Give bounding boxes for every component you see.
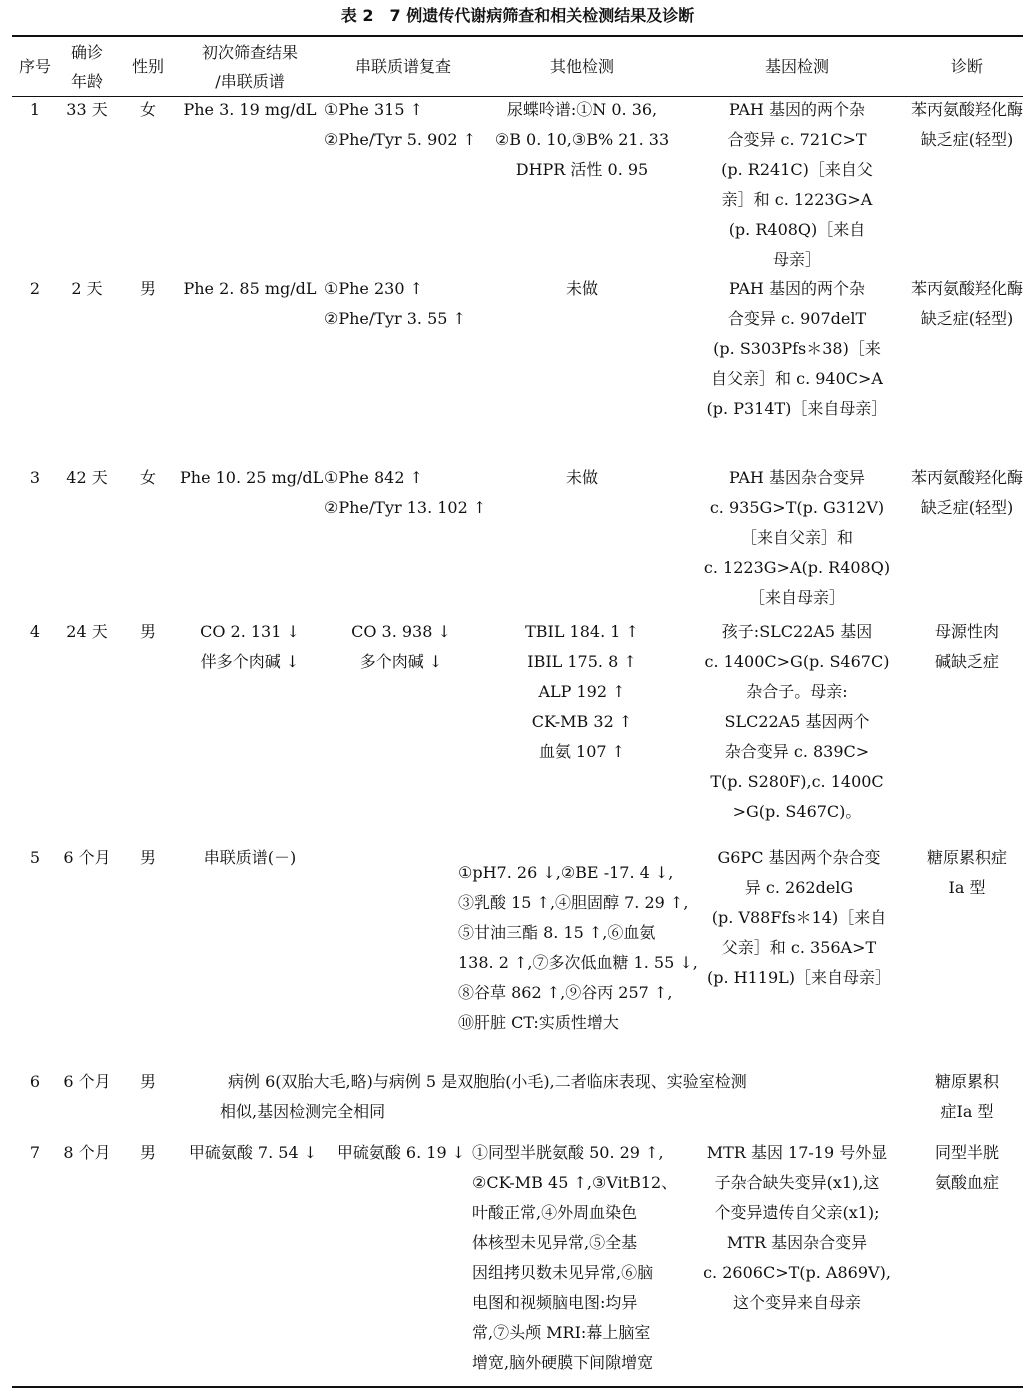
row-sex: 男 [139, 279, 156, 298]
row-diag [902, 463, 1032, 523]
row-diag [902, 274, 1032, 334]
row-gene-line: MTR 基因杂合变异 [726, 1233, 868, 1252]
row-other-line: 因组拷贝数未见异常,⑥脑 [472, 1263, 654, 1282]
row-gene-line: 子杂合缺失变异(x1),这 [714, 1173, 880, 1192]
row-no: 2 [29, 279, 41, 298]
row-initial-line: 伴多个肉碱 ↓ [200, 652, 300, 671]
row-other [480, 274, 684, 304]
row-tandem-line: ②Phe/Tyr 3. 55 ↑ [324, 309, 466, 328]
row-initial [180, 95, 320, 125]
row-gene-line: (p. R241C)［来自父 [721, 160, 873, 179]
row-gene-line: c. 2606C>T(p. A869V), [703, 1263, 891, 1282]
row-gene-line: T(p. S280F),c. 1400C [710, 772, 884, 791]
row-gene-line: 孩子:SLC22A5 基因 [721, 622, 873, 641]
row-no: 7 [29, 1143, 41, 1162]
row-tandem-line: ①Phe 230 ↑ [324, 279, 423, 298]
row-tandem-line: CO 3. 938 ↓ [351, 622, 451, 641]
row-other [458, 858, 708, 1038]
row-gene-line: 母亲］ [772, 250, 821, 269]
row-gene-line: (p. R408Q)［来自 [728, 220, 866, 239]
row-gene [690, 617, 904, 827]
row-other-line: 尿蝶呤谱:①N 0. 36, [506, 100, 658, 119]
table-caption: 表 2 7 例遗传代谢病筛查和相关检测结果及诊断 [340, 6, 695, 25]
row-other-line: 138. 2 ↑,⑦多次低血糖 1. 55 ↓, [458, 953, 698, 972]
row-tandem [324, 95, 484, 155]
row-gene-line: 这个变异来自母亲 [732, 1293, 861, 1312]
row-other-line: ③乳酸 15 ↑,④胆固醇 7. 29 ↑, [458, 893, 689, 912]
row-gene-line: PAH 基因的两个杂 [729, 279, 865, 298]
row-initial-line: Phe 2. 85 mg/dL [183, 279, 317, 298]
header-initial-line: /串联质谱 [215, 72, 285, 91]
row-gene-line: c. 1400C>G(p. S467C) [704, 652, 890, 671]
row-sex: 女 [139, 100, 156, 119]
row-diag-line: 碱缺乏症 [934, 652, 999, 671]
header-age [60, 38, 114, 96]
row-other [480, 617, 684, 767]
row-other-line: ②CK-MB 45 ↑,③VitB12、 [472, 1173, 678, 1192]
header-gene: 基因检测 [764, 57, 829, 76]
row-age: 42 天 [66, 468, 108, 487]
row-sex: 男 [139, 622, 156, 641]
row-other-line: 未做 [565, 468, 598, 487]
row-age: 33 天 [66, 100, 108, 119]
row-no: 1 [29, 100, 41, 119]
row-diag-line: 糖原累积症 [926, 848, 1007, 867]
header-sex: 性别 [131, 57, 164, 76]
row-tandem-line: ①Phe 842 ↑ [324, 468, 423, 487]
row-sex: 男 [139, 1143, 156, 1162]
row-diag [902, 95, 1032, 155]
row-other-line: ①pH7. 26 ↓,②BE -17. 4 ↓, [458, 863, 674, 882]
row-age: 6 个月 [63, 1072, 111, 1091]
row-gene-line: c. 935G>T(p. G312V) [709, 498, 885, 517]
row-gene-line: (p. P314T)［来自母亲］ [706, 399, 888, 418]
row-initial [180, 843, 320, 873]
row-other-line: 叶酸正常,④外周血染色 [472, 1203, 638, 1222]
row-gene-line: (p. V88Ffs＊14)［来自 [711, 908, 887, 927]
row-initial-line: 串联质谱(－) [203, 848, 297, 867]
row-gene-line: MTR 基因 17-19 号外显 [706, 1143, 888, 1162]
row-no: 5 [29, 848, 41, 867]
row-gene-line: ［来自母亲］ [748, 588, 845, 607]
row-gene [690, 1138, 904, 1318]
row-no: 6 [29, 1072, 41, 1091]
row-diag-line: 氨酸血症 [934, 1173, 999, 1192]
row-gene-line: 杂合变异 c. 839C> [724, 742, 870, 761]
row-gene [694, 843, 904, 993]
row-gene-line: (p. S303Pfs＊38)［来 [713, 339, 881, 358]
header-initial [180, 38, 320, 96]
row-diag-line: 苯丙氨酸羟化酶 [910, 468, 1023, 487]
row-other-line: ALP 192 ↑ [538, 682, 626, 701]
row-diag-line: 缺乏症(轻型) [920, 498, 1014, 517]
row-gene-line: 个变异遗传自父亲(x1); [714, 1203, 880, 1222]
row-age: 6 个月 [63, 848, 111, 867]
row-initial [180, 463, 324, 493]
row-gene-line: G6PC 基因两个杂合变 [717, 848, 881, 867]
top-rule [12, 35, 1023, 37]
row-other [480, 95, 684, 185]
row-diag-line: 糖原累积 [934, 1072, 999, 1091]
row-diag-line: 症Ⅰa 型 [940, 1102, 994, 1121]
row-diag-line: 苯丙氨酸羟化酶 [910, 279, 1023, 298]
row-sex: 男 [139, 1072, 156, 1091]
row-gene-line: PAH 基因杂合变异 [729, 468, 865, 487]
row-tandem-line: 甲硫氨酸 6. 19 ↓ [336, 1143, 466, 1162]
row-initial-line: CO 2. 131 ↓ [200, 622, 300, 641]
row-tandem [328, 1138, 474, 1168]
row-diag-line: 母源性肉 [934, 622, 999, 641]
row-initial [178, 1138, 328, 1168]
row-age: 2 天 [71, 279, 103, 298]
row-other-line: ①同型半胱氨酸 50. 29 ↑, [472, 1143, 664, 1162]
row-diag [902, 843, 1032, 903]
row-gene-line: 自父亲］和 c. 940C>A [711, 369, 883, 388]
row-other-line: DHPR 活性 0. 95 [515, 160, 649, 179]
row-other-line: CK-MB 32 ↑ [531, 712, 633, 731]
row-gene-line: 父亲］和 c. 356A>T [721, 938, 877, 957]
row-gene-line: 合变异 c. 907delT [727, 309, 867, 328]
row-tandem [324, 617, 478, 677]
row-initial-line: Phe 10. 25 mg/dL [180, 468, 324, 487]
row-other-line: 血氨 107 ↑ [538, 742, 626, 761]
row-note [220, 1067, 900, 1127]
header-tandem: 串联质谱复查 [354, 57, 451, 76]
row-other-line: 电图和视频脑电图:均异 [472, 1293, 638, 1312]
header-age-line: 确诊 [70, 43, 103, 62]
row-initial-line: 甲硫氨酸 7. 54 ↓ [188, 1143, 318, 1162]
row-other [480, 463, 684, 493]
header-other: 其他检测 [549, 57, 614, 76]
row-gene-line: 合变异 c. 721C>T [727, 130, 867, 149]
row-diag-line: 缺乏症(轻型) [920, 309, 1014, 328]
row-diag [902, 1067, 1032, 1127]
header-initial-line: 初次筛查结果 [201, 43, 298, 62]
row-gene [690, 274, 904, 424]
row-gene-line: PAH 基因的两个杂 [729, 100, 865, 119]
row-other-line: 体核型未见异常,⑤全基 [472, 1233, 638, 1252]
row-other-line: ⑩肝脏 CT:实质性增大 [458, 1013, 619, 1032]
row-other-line: ②B 0. 10,③B% 21. 33 [494, 130, 670, 149]
row-note-line: 相似,基因检测完全相同 [220, 1102, 386, 1121]
row-initial-line: Phe 3. 19 mg/dL [183, 100, 317, 119]
row-sex: 女 [139, 468, 156, 487]
row-age: 24 天 [66, 622, 108, 641]
row-tandem [324, 274, 484, 334]
row-diag [902, 1138, 1032, 1198]
row-gene-line: (p. H119L)［来自母亲］ [706, 968, 892, 987]
header-diag: 诊断 [950, 57, 983, 76]
row-tandem-line: ②Phe/Tyr 13. 102 ↑ [324, 498, 487, 517]
row-note-line: 病例 6(双胎大毛,略)与病例 5 是双胞胎(小毛),二者临床表现、实验室检测 [228, 1072, 747, 1091]
row-other-line: IBIL 175. 8 ↑ [527, 652, 637, 671]
row-age: 8 个月 [63, 1143, 111, 1162]
row-other-line: ⑧谷草 862 ↑,⑨谷丙 257 ↑, [458, 983, 673, 1002]
row-gene-line: c. 1223G>A(p. R408Q) [703, 558, 891, 577]
row-no: 3 [29, 468, 41, 487]
row-no: 4 [29, 622, 41, 641]
row-sex: 男 [139, 848, 156, 867]
header-age-line: 年龄 [70, 72, 103, 91]
row-gene [690, 463, 904, 613]
bottom-rule [12, 1386, 1023, 1388]
row-tandem-line: 多个肉碱 ↓ [359, 652, 443, 671]
row-gene-line: 亲］和 c. 1223G>A [721, 190, 873, 209]
row-diag-line: 缺乏症(轻型) [920, 130, 1014, 149]
row-gene [690, 95, 904, 275]
row-initial [180, 274, 320, 304]
row-other-line: ⑤甘油三酯 8. 15 ↑,⑥血氨 [458, 923, 656, 942]
row-initial [180, 617, 320, 677]
row-diag-line: Ⅰa 型 [948, 878, 986, 897]
row-tandem-line: ①Phe 315 ↑ [324, 100, 423, 119]
row-diag-line: 苯丙氨酸羟化酶 [910, 100, 1023, 119]
row-other-line: 常,⑦头颅 MRI:幕上脑室 [472, 1323, 651, 1342]
row-gene-line: 异 c. 262delG [744, 878, 854, 897]
row-other-line: 增宽,脑外硬膜下间隙增宽 [472, 1353, 654, 1372]
row-diag [902, 617, 1032, 677]
row-other-line: 未做 [565, 279, 598, 298]
row-gene-line: 杂合子。母亲: [746, 682, 848, 701]
row-gene-line: ［来自父亲］和 [740, 528, 853, 547]
row-gene-line: >G(p. S467C)。 [732, 802, 862, 821]
row-diag-line: 同型半胱 [934, 1143, 999, 1162]
row-other-line: TBIL 184. 1 ↑ [525, 622, 639, 641]
row-other [472, 1138, 696, 1378]
row-tandem [324, 463, 487, 523]
row-tandem-line: ②Phe/Tyr 5. 902 ↑ [324, 130, 477, 149]
row-gene-line: SLC22A5 基因两个 [724, 712, 870, 731]
header-no: 序号 [18, 57, 51, 76]
